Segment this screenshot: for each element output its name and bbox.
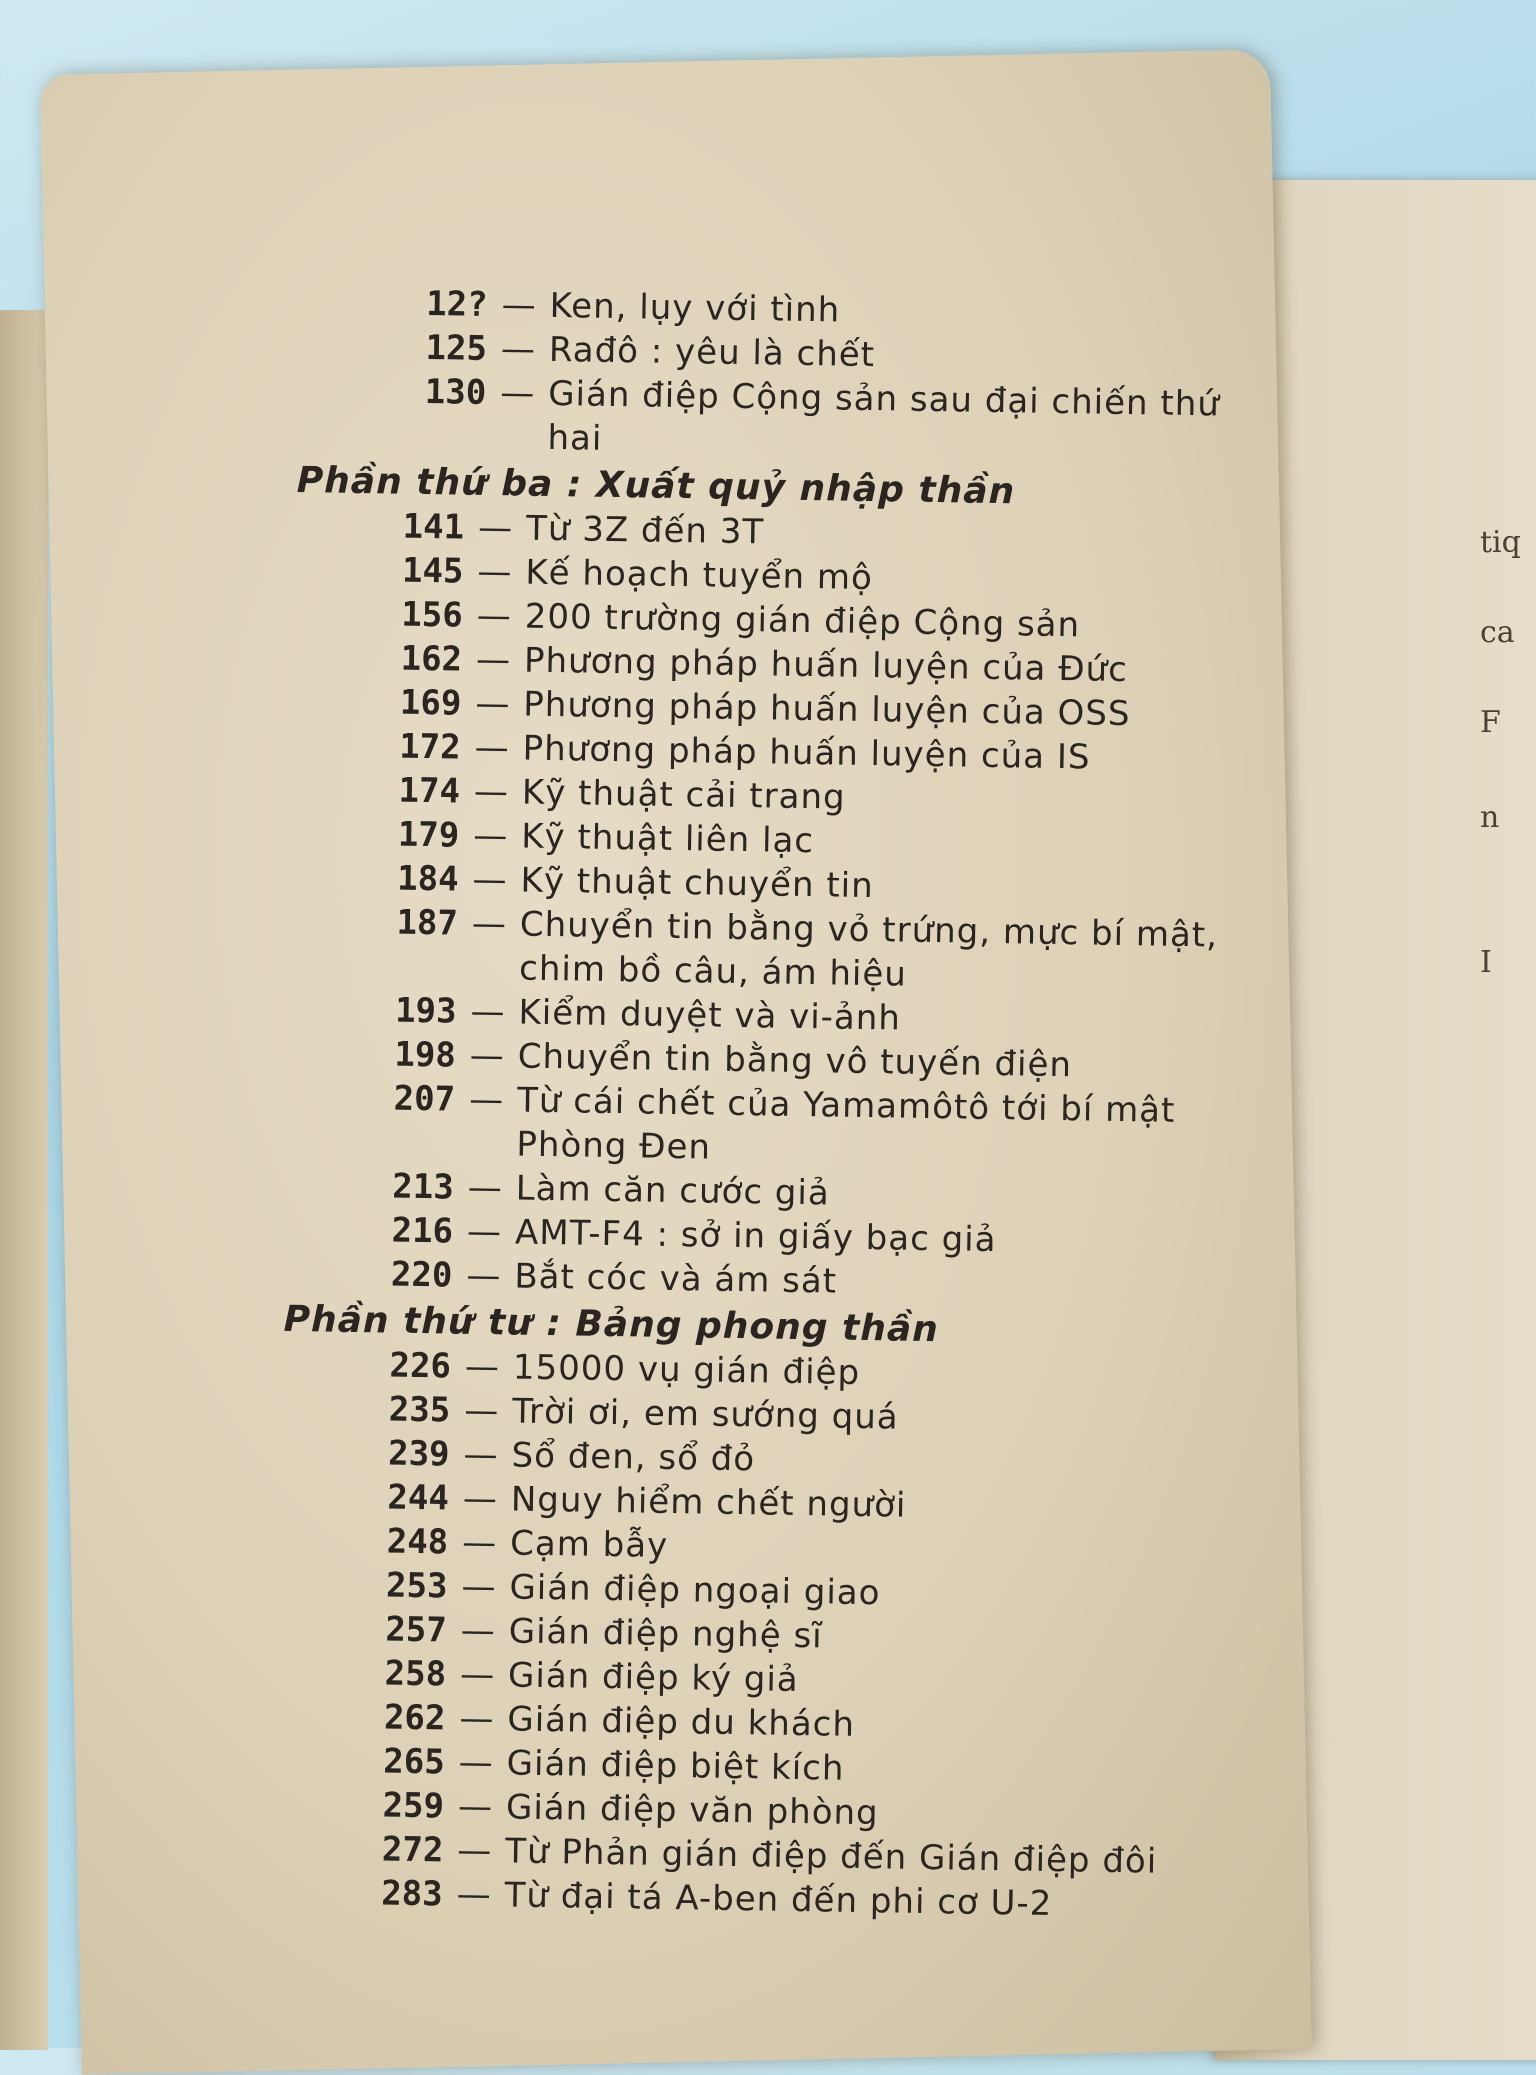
page-number: 213 <box>392 1166 455 1208</box>
entry-title: Nguy hiểm chết người <box>510 1479 907 1526</box>
right-fragment-2: ca <box>1480 615 1515 650</box>
page-number: 12? <box>425 283 488 325</box>
dash-separator: — <box>474 727 509 769</box>
dash-separator: — <box>459 1698 494 1740</box>
entry-title: Từ cái chết của Yamamôtô tới bí mật Phòng Đen <box>516 1080 1176 1168</box>
left-page-stack <box>0 310 48 2050</box>
entry-title: 200 trường gián điệp Cộng sản <box>524 596 1081 646</box>
page-number: 248 <box>386 1521 449 1563</box>
dash-separator: — <box>477 507 513 549</box>
part1-list <box>297 280 1230 471</box>
dash-separator: — <box>471 903 507 945</box>
toc-entry <box>367 369 1228 470</box>
dash-separator: — <box>469 1035 505 1077</box>
part3-list <box>284 503 1226 1310</box>
entry-title: Gián điệp ký giả <box>507 1655 799 1701</box>
dash-separator: — <box>456 1874 491 1916</box>
entry-title: Gián điệp biệt kích <box>506 1743 845 1789</box>
page-number: 184 <box>396 858 459 900</box>
page-number: 258 <box>384 1653 447 1695</box>
right-fragment-3: F <box>1480 705 1501 740</box>
dash-separator: — <box>460 1610 496 1652</box>
page-number: 259 <box>382 1785 445 1827</box>
entry-title: Cạm bẫy <box>509 1523 669 1566</box>
right-fragment-5: I <box>1480 945 1492 980</box>
page-number: 207 <box>393 1078 456 1120</box>
entry-title: Kiểm duyệt và vi-ảnh <box>518 992 902 1039</box>
dash-separator: — <box>501 285 536 326</box>
dash-separator: — <box>462 1478 498 1520</box>
dash-separator: — <box>472 815 508 857</box>
page-number: 162 <box>400 638 463 680</box>
page-number: 156 <box>401 594 464 636</box>
table-of-contents <box>274 280 1230 1928</box>
dash-separator: — <box>477 551 512 593</box>
page-number: 220 <box>390 1254 453 1296</box>
dash-separator: — <box>464 1346 500 1388</box>
entry-title: AMT-F4 : sở in giấy bạc giả <box>514 1212 997 1261</box>
dash-separator: — <box>466 1211 502 1253</box>
entry-title: Kỹ thuật chuyển tin <box>520 860 875 907</box>
entry-title: Từ 3Z đến 3T <box>525 508 765 553</box>
entry-title: 15000 vụ gián điệp <box>512 1347 861 1393</box>
page-number: 283 <box>380 1873 443 1915</box>
page-number: 257 <box>385 1609 448 1651</box>
entry-title: Kế hoạch tuyển mộ <box>525 552 874 599</box>
entry-title: Bắt cóc và ám sát <box>514 1256 838 1302</box>
dash-separator: — <box>461 1522 497 1564</box>
dash-separator: — <box>463 1434 498 1476</box>
dash-separator: — <box>475 639 511 681</box>
dash-separator: — <box>472 859 507 901</box>
dash-separator: — <box>457 1786 493 1828</box>
entry-title: Từ Phản gián điệp đến Gián điệp đôi <box>505 1831 1158 1882</box>
dash-separator: — <box>467 1167 503 1209</box>
dash-separator: — <box>461 1566 496 1608</box>
dash-separator: — <box>468 1079 504 1121</box>
entry-title: Trời ơi, em sướng quá <box>511 1391 900 1438</box>
entry-title: Kỹ thuật cải trang <box>521 772 846 818</box>
page-number: 235 <box>388 1389 451 1431</box>
entry-title: Kỹ thuật liên lạc <box>520 816 815 862</box>
page-number: 262 <box>383 1697 446 1739</box>
entry-title: Rađô : yêu là chết <box>548 329 876 376</box>
entry-title: Chuyển tin bằng vô tuyến điện <box>517 1036 1073 1086</box>
page-number: 179 <box>397 814 460 856</box>
entry-title: Phương pháp huấn luyện của Đức <box>523 640 1129 691</box>
entry-title: Từ đại tá A-ben đến phi cơ U-2 <box>504 1875 1053 1925</box>
page-number: 187 <box>396 902 459 944</box>
dash-separator: — <box>499 373 535 414</box>
page-number: 193 <box>394 990 457 1032</box>
toc-entry <box>339 900 1220 1002</box>
right-fragment-1: tiq <box>1480 525 1521 560</box>
entry-title: Ken, lụy với tình <box>549 285 841 331</box>
part4-list <box>274 1342 1213 1929</box>
dash-separator: — <box>476 595 512 637</box>
right-fragment-4: n <box>1480 800 1500 835</box>
part3-heading: Phần thứ ba : Xuất quỷ nhập thần <box>296 459 1016 513</box>
dash-separator: — <box>473 771 509 813</box>
page-number: 272 <box>381 1829 444 1871</box>
page-number: 130 <box>424 371 487 413</box>
entry-title: Làm căn cước giả <box>515 1168 831 1214</box>
dash-separator: — <box>459 1654 495 1696</box>
page-number: 216 <box>391 1210 454 1252</box>
dash-separator: — <box>463 1390 499 1432</box>
entry-title: Gián điệp nghệ sĩ <box>508 1611 823 1657</box>
entry-title: Gián điệp văn phòng <box>505 1787 880 1834</box>
entry-title: Gián điệp Cộng sản sau đại chiến thứ hai <box>547 373 1221 459</box>
part4-heading: Phần thứ tư : Bảng phong thần <box>283 1298 940 1351</box>
page-number: 174 <box>398 770 461 812</box>
dash-separator: — <box>458 1742 494 1784</box>
entry-title: Chuyển tin bằng vỏ trứng, mực bí mật, chim bồ câu, ám hiệu <box>518 904 1219 995</box>
entry-title: Phương pháp huấn luyện của OSS <box>523 684 1131 735</box>
entry-title: Gián điệp du khách <box>507 1699 856 1745</box>
page-number: 145 <box>401 550 464 592</box>
page-number: 226 <box>389 1345 452 1387</box>
page-number: 198 <box>394 1034 457 1076</box>
page-number: 244 <box>387 1477 450 1519</box>
page-number: 172 <box>398 726 461 768</box>
page-number: 265 <box>383 1741 446 1783</box>
dash-separator: — <box>457 1830 492 1872</box>
page-number: 253 <box>385 1565 448 1607</box>
dash-separator: — <box>470 991 505 1033</box>
entry-title: Gián điệp ngoại giao <box>509 1567 881 1614</box>
dash-separator: — <box>475 683 510 725</box>
dash-separator: — <box>500 329 536 370</box>
page-number: 141 <box>402 506 465 548</box>
page-number: 169 <box>399 682 462 724</box>
page-number: 125 <box>425 327 488 369</box>
page-number: 239 <box>387 1433 450 1475</box>
entry-title: Phương pháp huấn luyện của IS <box>522 728 1091 778</box>
toc-entry <box>336 1076 1217 1178</box>
entry-title: Sổ đen, sổ đỏ <box>511 1435 756 1480</box>
dash-separator: — <box>466 1255 501 1297</box>
